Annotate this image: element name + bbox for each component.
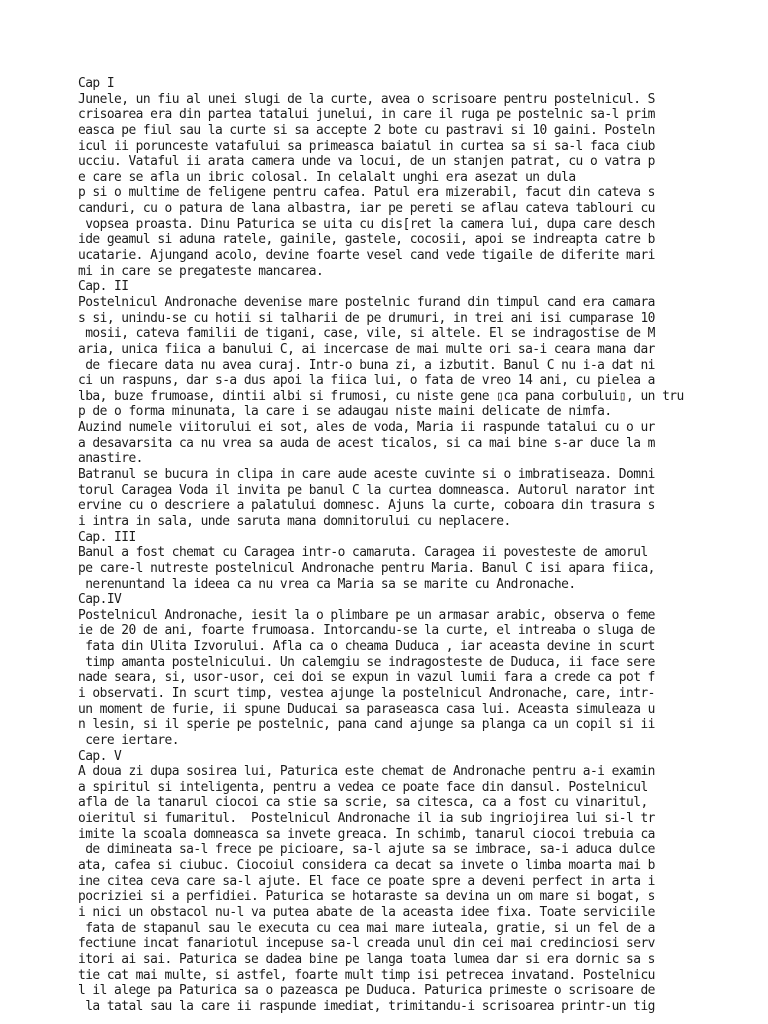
text-line: Junele, un fiu al unei slugi de la curte, avea o scrisoare pentru postelnicul. S bbox=[78, 91, 655, 107]
text-line: pe care-l nutreste postelnicul Andronache pentru Maria. Banul C isi apara fiica, bbox=[78, 560, 655, 576]
text-line: itori ai sai. Paturica se dadea bine pe langa toata lumea dar si era dornic sa s bbox=[78, 951, 655, 967]
text-line: crisoarea era din partea tatalui junelui, in care il ruga pe postelnic sa-l prim bbox=[78, 107, 655, 123]
text-line: anastire. bbox=[78, 451, 143, 467]
text-line: i observati. In scurt timp, vestea ajunge la postelnicul Andronache, care, intr- bbox=[78, 685, 655, 701]
text-line: Postelnicul Andronache devenise mare postelnic furand din timpul cand era camara bbox=[78, 294, 655, 310]
text-line: ata, cafea si ciubuc. Ciocoiul considera ca decat sa invete o limba moarta mai b bbox=[78, 858, 655, 874]
text-line: nerenuntand la ideea ca nu vrea ca Maria sa se marite cu Andronache. bbox=[78, 576, 576, 592]
text-line: fata de stapanul sau le executa cu cea mai mare iuteala, gratie, si un fel de a bbox=[78, 920, 655, 936]
text-line: i nici un obstacol nu-l va putea abate de la aceasta idee fixa. Toate serviciile bbox=[78, 904, 655, 920]
text-line: oieritul si fumaritul. Postelnicul Andronache il ia sub ingriojirea lui si-l tr bbox=[78, 811, 655, 827]
text-line: pocriziei si a perfidiei. Paturica se hotaraste sa devina un om mare si bogat, s bbox=[78, 889, 655, 905]
text-line: la tatal sau la care ii raspunde imediat, trimitandu-i scrisoarea printr-un tig bbox=[78, 998, 655, 1014]
text-line: timp amanta postelnicului. Un calemgiu se indragosteste de Duduca, ii face sere bbox=[78, 654, 655, 670]
text-line: lba, buze frumoase, dintii albi si frumosi, cu niste gene ▯ca pana corbului▯, un tru bbox=[78, 388, 684, 404]
text-line: easca pe fiul sau la curte si sa accepte 2 bote cu pastravi si 10 gaini. Posteln bbox=[78, 122, 655, 138]
text-line: ucatarie. Ajungand acolo, devine foarte vesel cand vede tigaile de diferite mari bbox=[78, 248, 655, 264]
text-line: a desavarsita ca nu vrea sa auda de acest ticalos, si ca mai bine s-ar duce la m bbox=[78, 435, 655, 451]
text-line: Auzind numele viitorului ei sot, ales de voda, Maria ii raspunde tatalui cu o ur bbox=[78, 420, 655, 436]
text-line: p si o multime de feligene pentru cafea. Patul era mizerabil, facut din cateva s bbox=[78, 185, 655, 201]
text-line: imite la scoala domneasca sa invete greaca. In schimb, tanarul ciocoi trebuia ca bbox=[78, 826, 655, 842]
text-line: Cap I bbox=[78, 76, 115, 91]
text-line: vopsea proasta. Dinu Paturica se uita cu dis[ret la camera lui, dupa care desch bbox=[78, 216, 655, 232]
text-line: ci un raspuns, dar s-a dus apoi la fiica lui, o fata de vreo 14 ani, cu pielea a bbox=[78, 373, 655, 389]
text-line: a spiritul si inteligenta, pentru a vedea ce poate face din dansul. Postelnicul bbox=[78, 779, 648, 795]
text-line: n lesin, si il sperie pe postelnic, pana cand ajunge sa planga ca un copil si ii bbox=[78, 717, 655, 733]
text-line: fectiune incat fanariotul incepuse sa-l creada unul din cei mai credinciosi serv bbox=[78, 936, 655, 952]
text-line: ide geamul si aduna ratele, gainile, gastele, cocosii, apoi se indreapta catre b bbox=[78, 232, 655, 248]
text-line: Cap. III bbox=[78, 529, 136, 545]
text-line: afla de la tanarul ciocoi ca stie sa scrie, sa citesca, ca a fost cu vinaritul, bbox=[78, 795, 648, 811]
text-line: A doua zi dupa sosirea lui, Paturica este chemat de Andronache pentru a-i examin bbox=[78, 764, 655, 780]
text-line: Cap. V bbox=[78, 748, 122, 764]
text-line: de dimineata sa-l frece pe picioare, sa-l ajute sa se imbrace, sa-i aduca dulce bbox=[78, 842, 655, 858]
text-line: icul ii porunceste vatafului sa primeasca baiatul in curtea sa si sa-l faca ciub bbox=[78, 138, 655, 154]
text-line: i intra in sala, unde saruta mana domnitorului cu neplacere. bbox=[78, 513, 511, 529]
text-line: Postelnicul Andronache, iesit la o plimbare pe un armasar arabic, observa o feme bbox=[78, 607, 655, 623]
text-line: ine citea ceva care sa-l ajute. El face ce poate spre a deveni perfect in arta i bbox=[78, 873, 655, 889]
text-line: l il alege pa Paturica sa o pazeasca pe Duduca. Paturica primeste o scrisoare de bbox=[78, 983, 655, 999]
text-line: Cap.IV bbox=[78, 592, 122, 608]
text-line: Banul a fost chemat cu Caragea intr-o camaruta. Caragea ii povesteste de amorul bbox=[78, 545, 648, 561]
text-line: un moment de furie, ii spune Duducai sa paraseasca casa lui. Aceasta simuleaza u bbox=[78, 701, 655, 717]
text-line: s si, unindu-se cu hotii si talharii de pe drumuri, in trei ani isi cumparase 10 bbox=[78, 310, 655, 326]
text-line: ie de 20 de ani, foarte frumoasa. Intorcandu-se la curte, el intreaba o sluga de bbox=[78, 623, 655, 639]
text-line: cere iertare. bbox=[78, 732, 179, 748]
text-line: ervine cu o descriere a palatului domnesc. Ajuns la curte, coboara din trasura s bbox=[78, 498, 655, 514]
text-line: p de o forma minunata, la care i se adaugau niste maini delicate de nimfa. bbox=[78, 404, 612, 420]
text-line: Cap. II bbox=[78, 279, 129, 295]
text-line: mi in care se pregateste mancarea. bbox=[78, 263, 324, 279]
text-line: de fiecare data nu avea curaj. Intr-o buna zi, a izbutit. Banul C nu i-a dat ni bbox=[78, 357, 655, 373]
text-line: canduri, cu o patura de lana albastra, iar pe pereti se aflau cateva tablouri cu bbox=[78, 201, 655, 217]
text-line: tie cat mai multe, si astfel, foarte mult timp isi petrecea invatand. Postelnicu bbox=[78, 967, 655, 983]
text-line: Batranul se bucura in clipa in care aude aceste cuvinte si o imbratiseaza. Domni bbox=[78, 467, 655, 483]
text-line: aria, unica fiica a banului C, ai incercase de mai multe ori sa-i ceara mana dar bbox=[78, 341, 655, 357]
text-line: nade seara, si, usor-usor, cei doi se expun in vazul lumii fara a crede ca pot f bbox=[78, 670, 655, 686]
text-line: torul Caragea Voda il invita pe banul C la curtea domneasca. Autorul narator int bbox=[78, 482, 655, 498]
text-line: mosii, cateva familii de tigani, case, vile, si altele. El se indragostise de M bbox=[78, 326, 655, 342]
text-line: ucciu. Vataful ii arata camera unde va locui, de un stanjen patrat, cu o vatra p bbox=[78, 154, 655, 170]
document-text bbox=[78, 76, 768, 1014]
text-line: e care se afla un ibric colosal. In celalalt unghi era asezat un dula bbox=[78, 169, 576, 185]
text-line: fata din Ulita Izvorului. Afla ca o cheama Duduca , iar aceasta devine in scurt bbox=[78, 639, 655, 655]
